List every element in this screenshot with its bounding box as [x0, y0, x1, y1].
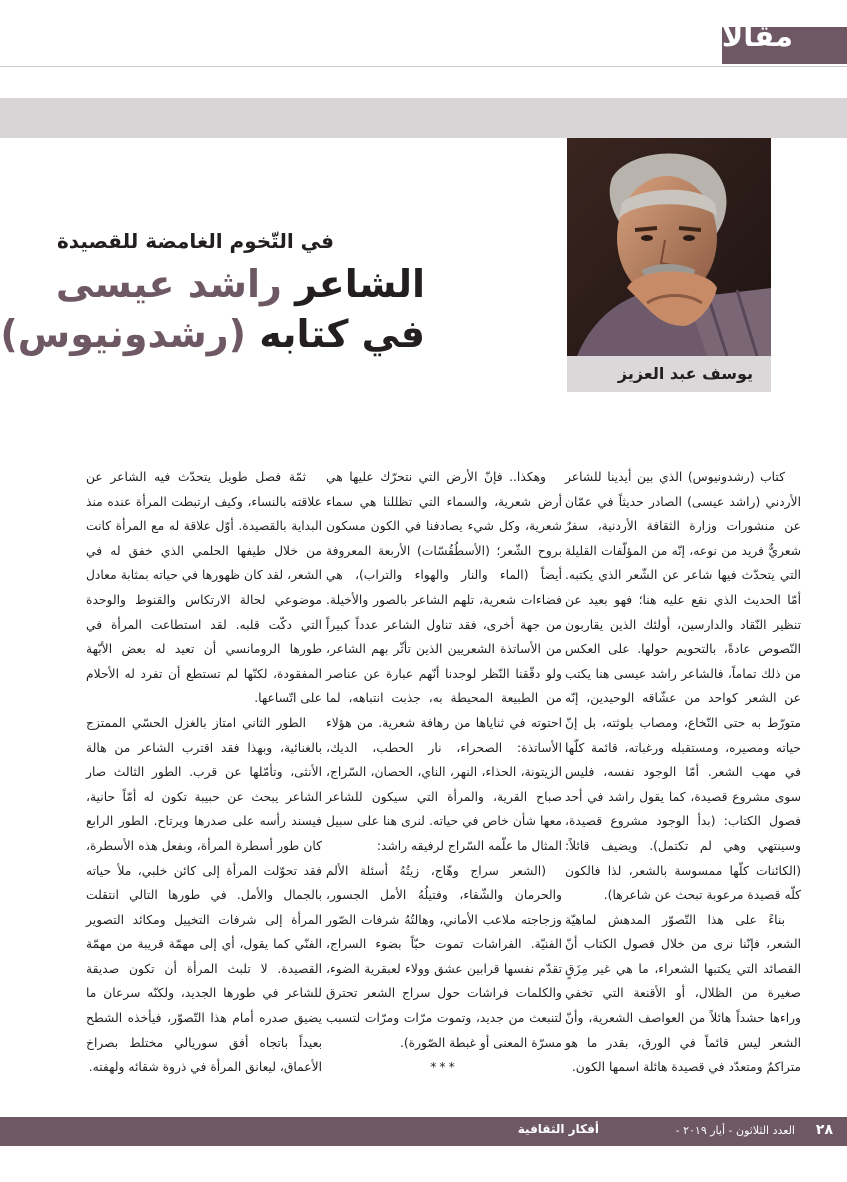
section-label: مقالات: [692, 19, 793, 53]
text-column-2: [326, 465, 562, 1080]
paragraph: بناءً على هذا التّصوّر المدهش لماهيّة الشعر، فإنّنا نرى من خلال فصول الكتاب أنّ القصائد التي يكتبها الشعراء، ما هي غير مِزَقٍ صغيرة من الظلال، أو الأقنعة التي تخفي وراءها حشداً هائلاً من العواصف الشعرية، وأنّ الشعر ليس قائماً في الورق، بقدر ما هو متراكمٌ ومتعدّد في قصيدة هائلة اسمها الكون.: [565, 912, 801, 1075]
section-tab: [692, 19, 847, 64]
title-part-book: في كتابه: [246, 312, 425, 356]
article-title-line1: [56, 262, 425, 306]
page-number: ٢٨: [815, 1122, 833, 1138]
paragraph: الطور الثاني امتاز بالغزل الحسّي الممتزج بالغنائية، وبهذا فقد اقترب الشاعر من هالة الأنثى، وتأمّلها عن قرب. الطور الثالث صار الشاعر يبحث عن حبيبة تكون له أمّاً حانية، فيسند رأسه على صدرها ويرتاح. الطور الرابع كان طور أسطرة المرأة، وبفعل هذه الأسطرة، فقد تحوّلت المرأة إلى كائن خلبي، ملأ حياته بالجمال والأمل. في طورها التالي انتقلت المرأة إلى شرفات التخييل ومكائد التصوير الفنّي كما يقول، أي إلى مهمّة قريبة من مهمّة القصيدة. لا تلبث المرأة أن تكون صديقة للشاعر في طورها الجديد، ولكنّه سرعان ما يضيق صدره أمام هذا التّصوّر، فيأخذه الشطح بعيداً باتجاه أفق سوريالي مختلط بصراخ الأعماق، ليعانق المرأة في ذروة شقائه ولهفته.: [86, 715, 322, 1075]
title-part-poet: الشاعر: [281, 262, 425, 306]
title-part-bookname: (رشدونيوس): [0, 312, 247, 356]
magazine-logo: أفكار الثقافية: [517, 1122, 599, 1136]
author-card: [567, 138, 771, 392]
section-separator: ***: [430, 1060, 458, 1075]
text-column-3: [86, 465, 322, 1080]
paragraph: وهكذا.. فإنّ الأرض التي نتحرّك عليها هي أرض شعرية، والسماء التي تظللنا هي سماء شعرية، وكل شيء يصادفنا في الكون مسكون بروح الشّعر؛ (الأسطُقُسّات) الأربعة المعروفة أيضاً (الماء والنار والهواء والتراب)، هي فضاءات شعرية، تلهم الشاعر بالصور والأخيلة. من جهة أخرى، فقد تناول الشاعر عدداً كبيراً من الأساتذة الشعريين الذين تأثّر بهم الشاعر، ولو دقّقنا النّظر لوجدنا أنّهم عبارة عن عناصر من الطبيعة المحيطة به، جذبت انتباهه، لما احتوته في ثناياها من رهافة شعرية. من هؤلاء الأساتذة: الصحراء، نار الحطب، الديك، الزيتونة، الحذاء، النهر، الناي، الحصان، السّراج، صباح القرية، والمرأة التي سيكون للشاعر معها شأن خاص في حياته. لنرى هنا على سبيل المثال ما علّمه السّراج لرفيقه راشد:: [326, 470, 562, 853]
article-kicker: في التّخوم الغامضة للقصيدة: [56, 229, 334, 253]
paragraph: (الشعر سراج وهّاج، زيتُهُ أسئلة الألم والحرمان والشّقاء، وفتيلُهُ الأمل الجسور، وزجاجته ملاعب الأماني، وهالتُهُ شرفات الصّور الفنيّة. الفراشات تموت حبّاً بضوء السراج، تقدّم نفسها قرابين عشق وولاء لعبقرية الضوء، والكلمات فراشات حول سراج الشعر تحترق لتنبعث من جديد، وتموت مرّات ومرّات لتسبب مسرّة المعنى أو غبطة الصّورة).: [326, 863, 562, 1050]
issue-info: العدد الثلاثون - أيار ٢٠١٩ -: [675, 1124, 795, 1137]
text-column-1: [565, 465, 801, 1080]
author-name: يوسف عبد العزيز: [617, 364, 753, 383]
article-title-line2: [0, 312, 425, 356]
page-footer: [0, 1117, 847, 1146]
header-band: [0, 98, 847, 138]
paragraph: ثمّة فصل طويل يتحدّث فيه الشاعر عن علاقته بالنساء، وكيف ارتبطت المرأة عنده منذ البداية بالقصيدة. أوّل علاقة له مع المرأة كانت من خلال طيفها الحلمي الذي خفق له في الشعر، لقد كان ظهورها في حياته بمثابة معادل موضوعي لحالة الارتكاس والقنوط والوحدة التي دكّت قلبه. لقد استطاعت المرأة في طورها الرومانسي أن تعيد له بعض الأبّهة المفقودة، لكنّها لم تستطع أن تفرد له الأحلام على اتّساعها.: [86, 470, 322, 706]
paragraph: كتاب (رشدونيوس) الذي بين أيدينا للشاعر الأردني (راشد عيسى) الصادر حديثاً في عمّان عن منشورات وزارة الثقافة الأردنية، سفرٌ شعريٌّ فريد من نوعه، إنّه من المؤلّفات القليلة التي يتحدّث فيها شاعر عن الشّعر الذي يكتبه. أمّا الحديث الذي نقع عليه هنا؛ فهو بعيد عن تنظير النّقاد والدارسين، أولئك الذين يقاربون النّصوص عادةً، بالتحويم حولها. على العكس من ذلك تماماً، فالشاعر راشد عيسى هنا يكتب عن الشعر كواحد من عشّاقه الوحيدين، إنّه متورّط به حتى النّخاع، ومصاب بلوثته، بل إنّ حياته ومصيره، ومستقبله ورغباته، قائمة كلّها في مهب الشعر. أمّا الوجود نفسه، فليس سوى مشروع قصيدة، كما يقول راشد في أحد فصول الكتاب: (بدأ الوجود مشروع قصيدة، وسينتهي وهي لم تكتمل). ويضيف قائلاً: (الكائنات كلّها ممسوسة بالشعر، لذا فالكون كلّه قصيدة مرعوبة تبحث عن شاعرها).: [565, 470, 801, 903]
author-photo: [567, 138, 771, 356]
header-rule: [0, 66, 847, 67]
title-part-name: راشد عيسى: [55, 262, 282, 306]
